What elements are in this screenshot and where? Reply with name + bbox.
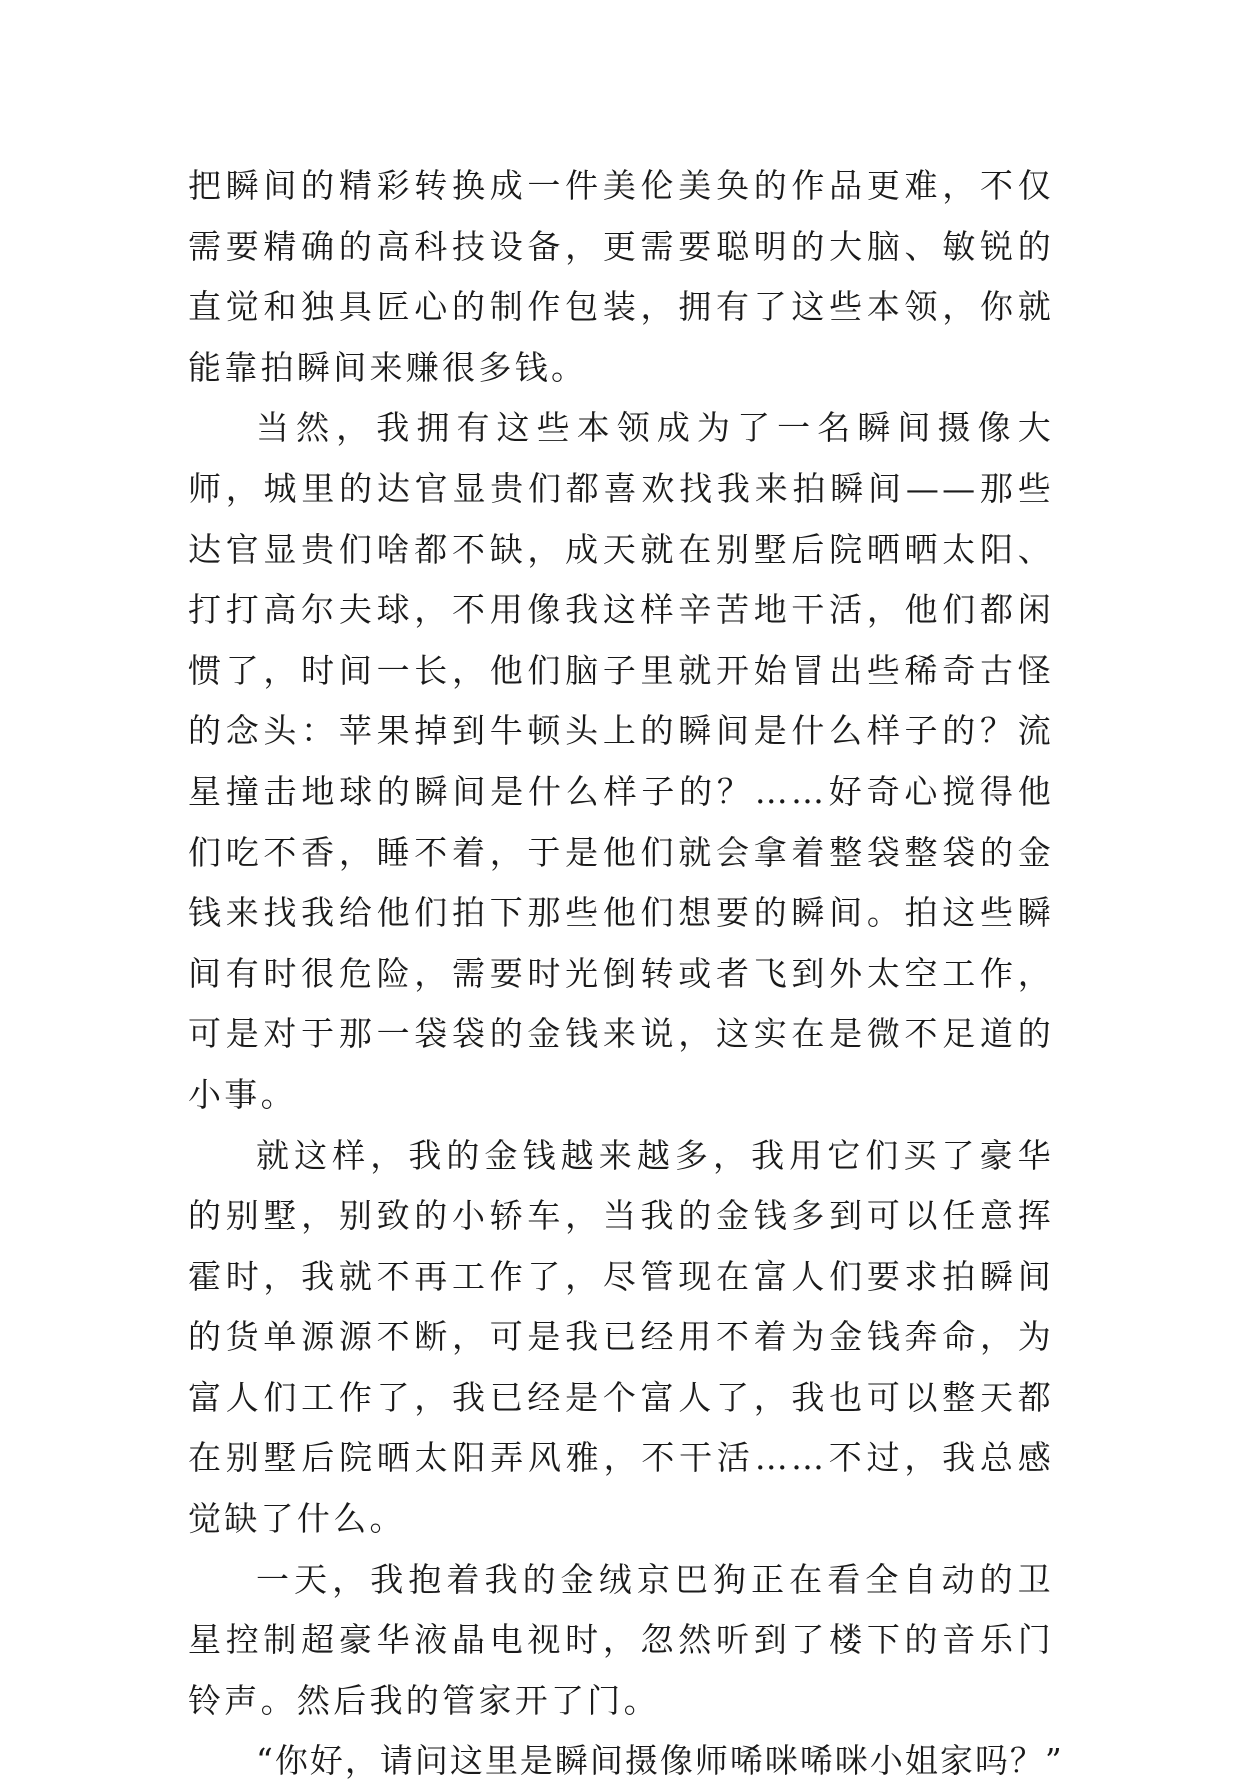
dialogue-line: “你好，请问这里是瞬间摄像师唏咪唏咪小姐家吗？”	[256, 1741, 1064, 1781]
paragraph: 就这样，我的金钱越来越多，我用它们买了豪华的别墅，别致的小轿车，当我的金钱多到可以任意挥霍时，我就不再工作了，尽管现在富人们要求拍瞬间的货单源源不断，可是我已经用不着为金钱奔命，为富人们工作了，我已经是个富人了，我也可以整天都在别墅后院晒太阳弄风雅，不干活……不过，我总感觉缺了什么。	[188, 1135, 1054, 1539]
document-body	[188, 156, 1064, 1792]
paragraph: 把瞬间的精彩转换成一件美伦美奂的作品更难，不仅需要精确的高科技设备，更需要聪明的大脑、敏锐的直觉和独具匠心的制作包装，拥有了这些本领，你就能靠拍瞬间来赚很多钱。	[188, 166, 1054, 387]
paragraph: 一天，我抱着我的金绒京巴狗正在看全自动的卫星控制超豪华液晶电视时，忽然听到了楼下的音乐门铃声。然后我的管家开了门。	[188, 1559, 1054, 1720]
paragraph: 当然，我拥有这些本领成为了一名瞬间摄像大师，城里的达官显贵们都喜欢找我来拍瞬间——那些达官显贵们啥都不缺，成天就在别墅后院晒晒太阳、打打高尔夫球，不用像我这样辛苦地干活，他们都闲惯了，时间一长，他们脑子里就开始冒出些稀奇古怪的念头：苹果掉到牛顿头上的瞬间是什么样子的？流星撞击地球的瞬间是什么样子的？……好奇心搅得他们吃不香，睡不着，于是他们就会拿着整袋整袋的金钱来找我给他们拍下那些他们想要的瞬间。拍这些瞬间有时很危险，需要时光倒转或者飞到外太空工作，可是对于那一袋袋的金钱来说，这实在是微不足道的小事。	[188, 408, 1054, 1114]
